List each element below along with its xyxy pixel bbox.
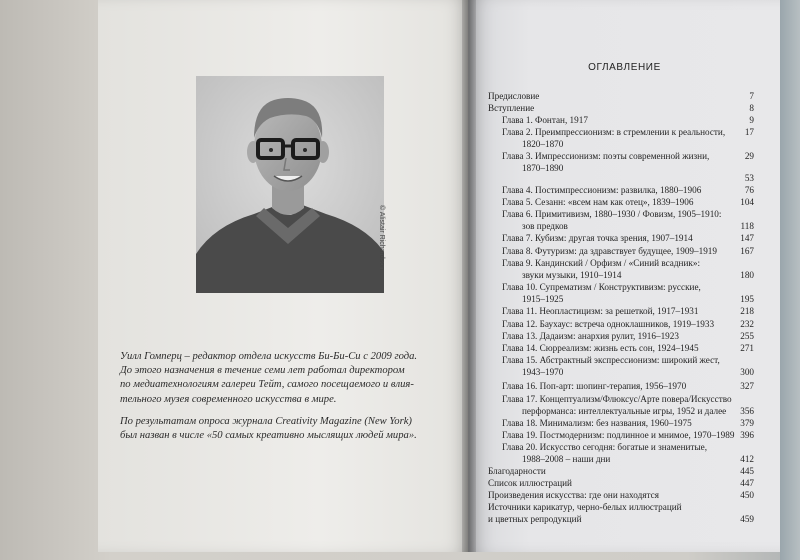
toc-entry-title: и цветных репродукций — [488, 514, 582, 524]
toc-entry — [482, 501, 774, 513]
toc-entry-title: Источники карикатур, черно-белых иллюстраций — [488, 502, 682, 512]
page-edge — [780, 0, 800, 560]
toc-entry-title: Произведения искусства: где они находятся — [488, 490, 659, 500]
toc-entry-page: 76 — [744, 185, 754, 195]
toc-entry-title: Вступление — [488, 103, 535, 113]
toc-entry-page: 118 — [740, 221, 754, 231]
toc-entry-page: 356 — [740, 406, 754, 416]
toc-entry-page: 445 — [740, 466, 754, 476]
toc-entry — [482, 150, 774, 162]
bio-paragraph — [120, 415, 442, 443]
toc-entry-title: Глава 19. Постмодернизм: подлинное и мнимое, 1970–1989 — [502, 430, 735, 440]
toc-entry-page: 29 — [744, 151, 754, 161]
toc-entry — [482, 245, 774, 257]
toc-entry-page: 300 — [740, 367, 754, 377]
toc-entry-page: 167 — [740, 246, 754, 256]
toc-entry — [482, 477, 774, 489]
bio-paragraph — [120, 350, 442, 407]
toc-entry-title: Глава 6. Примитивизм, 1880–1930 / Фовизм, 1905–1910: — [502, 209, 722, 219]
toc-entry-title: 1915–1925 — [522, 294, 564, 304]
toc-entry-page: 180 — [740, 270, 754, 280]
bio-line: До этого назначения в течение семи лет работал директором — [120, 365, 405, 377]
toc-entry — [482, 417, 774, 429]
toc-entry-page: 17 — [744, 127, 754, 137]
toc-entry-title: Глава 10. Супрематизм / Конструктивизм: русские, — [502, 282, 701, 292]
toc-entry-page: 147 — [740, 233, 754, 243]
toc-entry-title: перформанса: интеллектуальные игры, 1952 и далее — [522, 406, 727, 416]
toc-entry — [482, 90, 774, 102]
toc-entry-page: 450 — [740, 490, 754, 500]
toc-entry — [482, 429, 774, 441]
toc-entry-page: 195 — [740, 294, 754, 304]
toc-entry-title: Благодарности — [488, 466, 546, 476]
toc-entry-title: Глава 7. Кубизм: другая точка зрения, 1907–1914 — [502, 233, 693, 243]
toc-entry — [482, 196, 774, 208]
toc-entry-page: 447 — [740, 478, 754, 488]
toc-entry-page: 255 — [740, 331, 754, 341]
toc-entry-title: Глава 13. Дадаизм: анархия рулит, 1916–1923 — [502, 331, 679, 341]
toc-entry — [482, 513, 774, 525]
toc-entry-title: Глава 11. Неопластицизм: за решеткой, 1917–1931 — [502, 306, 699, 316]
toc-entry-title: Глава 4. Постимпрессионизм: развилка, 1880–1906 — [502, 185, 702, 195]
toc-entry-title: Глава 1. Фонтан, 1917 — [502, 115, 588, 125]
toc-entry-title: Глава 15. Абстрактный экспрессионизм: широкий жест, — [502, 355, 720, 365]
toc-entry — [482, 281, 774, 293]
toc-entry-page: 8 — [749, 103, 754, 113]
toc-entry-page: 9 — [749, 115, 754, 125]
toc-entry — [482, 184, 774, 196]
toc-entry-title: Глава 3. Импрессионизм: поэты современной жизни, — [502, 151, 710, 161]
toc-entry-title: Глава 17. Концептуализм/Флюксус/Арте повера/Искусство — [502, 394, 732, 404]
book-spine — [462, 0, 476, 552]
toc-entry — [482, 330, 774, 342]
bio-line: Уилл Гомперц – редактор отдела искусств Би-Би-Си с 2009 года. — [120, 351, 418, 362]
toc-title: ОГЛАВЛЕНИЕ — [588, 62, 661, 73]
toc-entry — [482, 489, 774, 501]
toc-entry-title: Глава 12. Баухаус: встреча одноклашников, 1919–1933 — [502, 319, 715, 329]
toc-entry-title: зов предков — [522, 221, 568, 231]
toc-entry-page: 53 — [744, 173, 754, 183]
toc-entry-title: Глава 5. Сезанн: «всем нам как отец», 1839–1906 — [502, 197, 694, 207]
toc-entry-page: 327 — [740, 381, 754, 391]
toc-entry — [482, 293, 774, 305]
toc-entry — [482, 354, 774, 366]
toc-entry-title: 1988–2008 – наши дни — [522, 454, 611, 464]
toc-entry-title: 1870–1890 — [522, 163, 564, 173]
toc-entry — [482, 380, 774, 392]
bio-line: был назван в числе «50 самых креативно мыслящих людей мира». — [120, 430, 417, 442]
toc-entry — [482, 126, 774, 138]
toc-entry-title: Глава 8. Футуризм: да здравствует будущее, 1909–1919 — [502, 246, 717, 256]
toc-entry-page: 396 — [740, 430, 754, 440]
toc-entry-title: Глава 20. Искусство сегодня: богатые и знаменитые, — [502, 442, 707, 452]
toc-entry-title: 1943–1970 — [522, 367, 564, 377]
toc-entry-title: 1820–1870 — [522, 139, 564, 149]
toc-entry — [482, 232, 774, 244]
toc-entry — [482, 220, 774, 232]
toc-entry-page: 232 — [740, 319, 754, 329]
toc-entry — [482, 102, 774, 114]
bio-line: по медиатехнологиям галереи Тейт, самого посещаемого и влия- — [120, 379, 414, 391]
bio-line: По результатам опроса журнала Creativity Magazine (New York) — [120, 415, 412, 427]
toc-entry — [482, 393, 774, 405]
toc-entry-title: Список иллюстраций — [488, 478, 572, 488]
toc-entry-page: 104 — [740, 197, 754, 207]
toc-entry — [482, 305, 774, 317]
toc-entry-title: Предисловие — [488, 91, 540, 101]
toc-entry-title: Глава 14. Сюрреализм: жизнь есть сон, 1924–1945 — [502, 343, 699, 353]
toc-entry-page: 271 — [740, 343, 754, 353]
toc-entry — [482, 318, 774, 330]
toc-entry-title: Глава 2. Преимпрессионизм: в стремлении к реальности, — [502, 127, 726, 137]
toc-entry — [482, 172, 774, 184]
toc-entry-title: Глава 16. Поп-арт: шопинг-терапия, 1956–1970 — [502, 381, 687, 391]
toc-entry-page: 7 — [749, 91, 754, 101]
toc-entry — [482, 138, 774, 150]
toc-entry-title: Глава 18. Минимализм: без названия, 1960–1975 — [502, 418, 692, 428]
toc-entry-page: 379 — [740, 418, 754, 428]
toc-entry-title: звуки музыки, 1910–1914 — [522, 270, 622, 280]
toc-entry — [482, 366, 774, 378]
toc-entry — [482, 208, 774, 220]
toc-entry — [482, 405, 774, 417]
toc-entry-page: 218 — [740, 306, 754, 316]
bio-line: тельного музея современного искусства в мире. — [120, 393, 337, 405]
toc-entry — [482, 441, 774, 453]
author-bio — [120, 350, 442, 451]
author-photo — [196, 76, 384, 293]
toc-entry — [482, 114, 774, 126]
toc-entry — [482, 269, 774, 281]
toc-entry — [482, 257, 774, 269]
toc-entry — [482, 453, 774, 465]
toc-entry-page: 412 — [740, 454, 754, 464]
toc-entry — [482, 342, 774, 354]
toc-entry — [482, 465, 774, 477]
toc-entry-title: Глава 9. Кандинский / Орфизм / «Синий всадник»: — [502, 258, 701, 268]
photo-credit: © Alistair Richardson — [378, 205, 385, 271]
toc-entry-page: 459 — [740, 514, 754, 524]
